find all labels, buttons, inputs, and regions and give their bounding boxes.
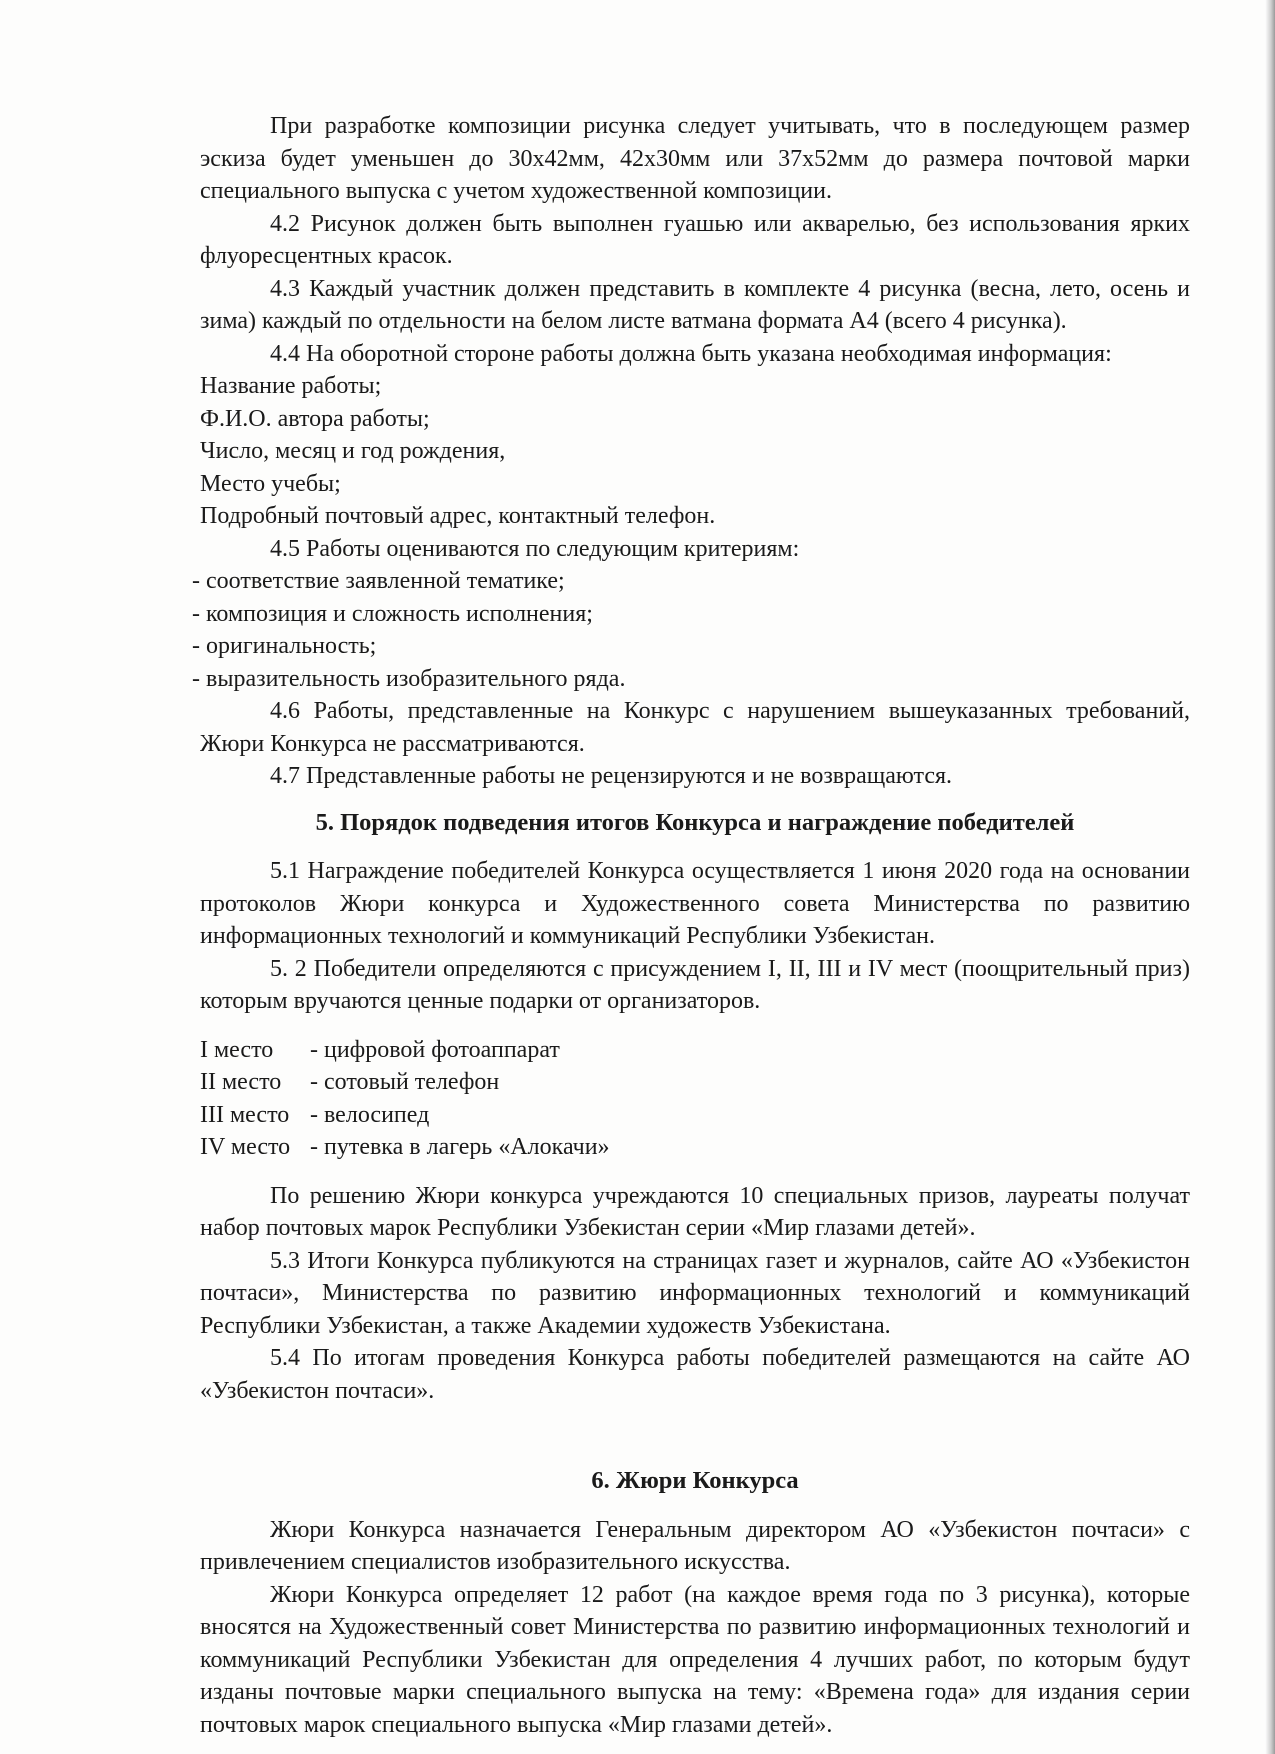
- paragraph-4-7: 4.7 Представленные работы не рецензируются и не возвращаются.: [270, 763, 953, 789]
- paragraph-4-intro: При разработке композиции рисунка следует учитывать, что в последующем размер эскиза будет уменьшен до 30х42мм, 42х30мм или 37х52мм до размера почтовой марки специального выпуска с учетом художественной композиции.: [200, 113, 1190, 204]
- prize-row: [200, 1131, 1190, 1164]
- prize-list: [200, 1034, 1190, 1164]
- info-list: [200, 370, 1190, 533]
- paragraph-6-1: Жюри Конкурса назначается Генеральным директором АО «Узбекистон почтаси» с привлечением специалистов изобразительного искусства.: [200, 1516, 1190, 1575]
- paragraph-4-5: 4.5 Работы оцениваются по следующим критериям:: [270, 535, 800, 562]
- criteria-item: - композиция и сложность исполнения;: [192, 600, 593, 627]
- paragraph-4-4: 4.4 На оборотной стороне работы должна быть указана необходимая информация:: [270, 340, 1112, 367]
- criteria-list: [192, 565, 1190, 695]
- paragraph-5-2: 5. 2 Победители определяются с присуждением I, II, III и IV мест (поощрительный приз) которым вручаются ценные подарки от организаторов.: [200, 955, 1191, 1014]
- info-list-item: Место учебы;: [200, 470, 341, 497]
- document-body: [192, 110, 1191, 1741]
- prize-item: - велосипед: [310, 1101, 430, 1128]
- info-list-item: Название работы;: [200, 373, 382, 399]
- spacer: [200, 1407, 1190, 1451]
- paragraph-6-2: Жюри Конкурса определяет 12 работ (на каждое время года по 3 рисунка), которые вносятся на Художественный совет Министерства по развитию информационных технологий и коммуникаций Республики Узбекистан для определения 4 лучших работ, по которым будут изданы почтовые марки специального выпуска на тему: «Времена года» для издания серии почтовых марок специального выпуска «Мир глазами детей».: [200, 1581, 1190, 1738]
- prize-row: [200, 1034, 1190, 1067]
- criteria-item: - выразительность изобразительного ряда.: [192, 665, 626, 692]
- prize-item: - цифровой фотоаппарат: [310, 1036, 560, 1063]
- paragraph-5-3: 5.3 Итоги Конкурса публикуются на страницах газет и журналов, сайте АО «Узбекистон почтаси», Министерства по развитию информационных технологий и коммуникаций Республики Узбекистан, а также Академии художеств Узбекистана.: [200, 1247, 1190, 1339]
- prize-row: [200, 1099, 1190, 1132]
- prize-place: I место: [200, 1036, 274, 1063]
- paragraph-special-prizes: По решению Жюри конкурса учреждаются 10 специальных призов, лауреаты получат набор почтовых марок Республики Узбекистан серии «Мир глазами детей».: [200, 1182, 1190, 1241]
- paragraph-5-1: 5.1 Награждение победителей Конкурса осуществляется 1 июня 2020 года на основании протоколов Жюри конкурса и Художественного совета Министерства по развитию информационных технологий и коммуникаций Республики Узбекистан.: [200, 858, 1190, 949]
- page-edge-shadow: [1265, 0, 1275, 1754]
- info-list-item: Число, месяц и год рождения,: [200, 438, 506, 464]
- paragraph-4-3: 4.3 Каждый участник должен представить в комплекте 4 рисунка (весна, лето, осень и зима) каждый по отдельности на белом листе ватмана формата А4 (всего 4 рисунка).: [200, 275, 1190, 334]
- prize-place: IV место: [200, 1134, 291, 1160]
- criteria-item: - оригинальность;: [192, 633, 377, 659]
- prize-place: II место: [200, 1069, 282, 1095]
- prize-place: III место: [200, 1101, 290, 1128]
- info-list-item: Ф.И.О. автора работы;: [200, 405, 430, 432]
- info-list-item: Подробный почтовый адрес, контактный телефон.: [200, 503, 716, 529]
- section-5-heading: 5. Порядок подведения итогов Конкурса и награждение победителей: [315, 808, 1075, 836]
- prize-item: - путевка в лагерь «Алокачи»: [310, 1134, 610, 1160]
- paragraph-5-4: 5.4 По итогам проведения Конкурса работы победителей размещаются на сайте АО «Узбекистон почтаси».: [200, 1345, 1190, 1404]
- paragraph-4-2: 4.2 Рисунок должен быть выполнен гуашью или акварелью, без использования ярких флуоресцентных красок.: [200, 210, 1190, 269]
- prize-item: - сотовый телефон: [310, 1069, 500, 1095]
- paragraph-4-6: 4.6 Работы, представленные на Конкурс с нарушением вышеуказанных требований, Жюри Конкурса не рассматриваются.: [200, 698, 1190, 757]
- section-6-heading: 6. Жюри Конкурса: [591, 1467, 799, 1494]
- prize-row: [200, 1066, 1190, 1099]
- criteria-item: - соответствие заявленной тематике;: [192, 568, 565, 594]
